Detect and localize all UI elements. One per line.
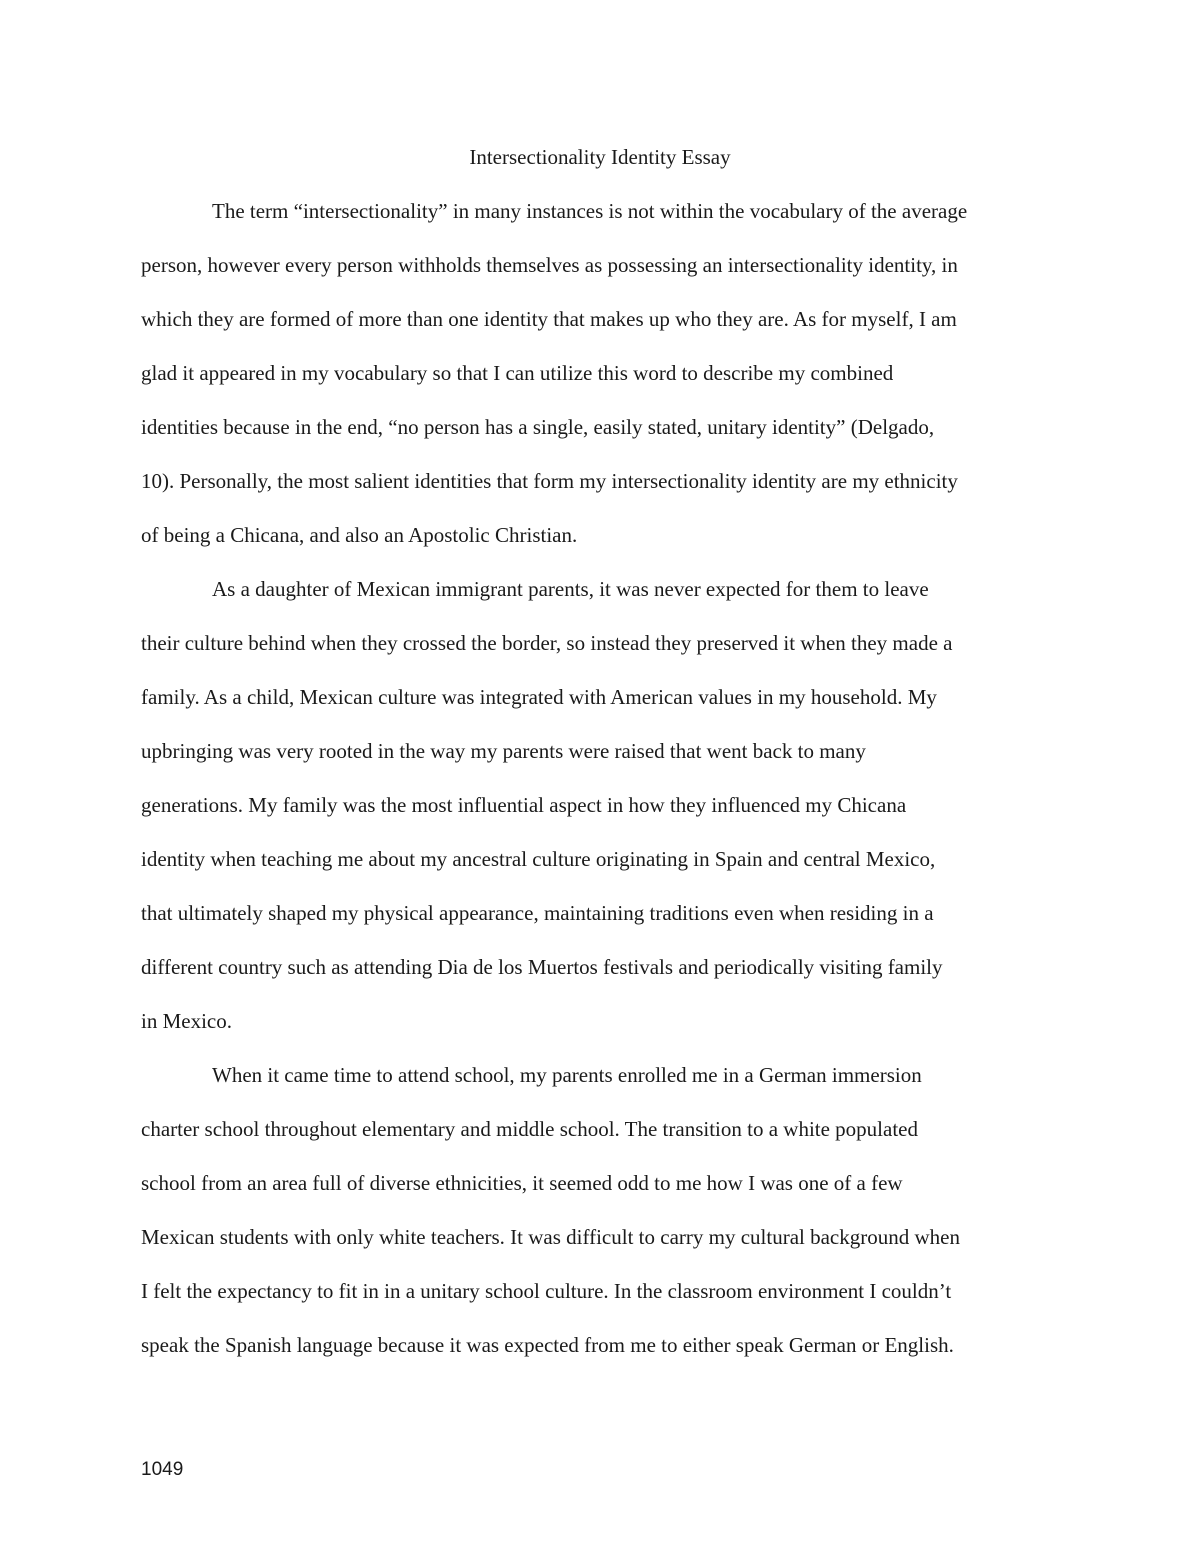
text-line: 10). Personally, the most salient identities that form my intersectionality identity are my ethnicity bbox=[141, 469, 958, 493]
text-line: different country such as attending Dia de los Muertos festivals and periodically visiting family bbox=[141, 955, 943, 979]
text-line: When it came time to attend school, my parents enrolled me in a German immersion bbox=[212, 1063, 922, 1087]
text-line: that ultimately shaped my physical appearance, maintaining traditions even when residing in a bbox=[141, 901, 934, 925]
text-line: identities because in the end, “no person has a single, easily stated, unitary identity” (Delgado, bbox=[141, 415, 935, 439]
text-line: generations. My family was the most influential aspect in how they influenced my Chicana bbox=[141, 793, 907, 817]
text-line: person, however every person withholds themselves as possessing an intersectionality identity, in bbox=[141, 253, 958, 277]
text-line: As a daughter of Mexican immigrant parents, it was never expected for them to leave bbox=[212, 577, 929, 601]
text-line: The term “intersectionality” in many instances is not within the vocabulary of the average bbox=[212, 199, 968, 223]
text-line: glad it appeared in my vocabulary so that I can utilize this word to describe my combined bbox=[141, 361, 894, 385]
text-line: charter school throughout elementary and middle school. The transition to a white populated bbox=[141, 1117, 918, 1141]
text-line: Mexican students with only white teachers. It was difficult to carry my cultural background when bbox=[141, 1225, 960, 1249]
text-line: in Mexico. bbox=[141, 1009, 232, 1033]
text-line: family. As a child, Mexican culture was integrated with American values in my household. My bbox=[141, 685, 937, 709]
text-line: of being a Chicana, and also an Apostolic Christian. bbox=[141, 523, 578, 547]
page-number: 1049 bbox=[141, 1459, 184, 1480]
text-line: identity when teaching me about my ancestral culture originating in Spain and central Mexico, bbox=[141, 847, 936, 871]
text-line: I felt the expectancy to fit in in a unitary school culture. In the classroom environment I couldn’t bbox=[141, 1279, 952, 1303]
text-line: which they are formed of more than one identity that makes up who they are. As for myself, I am bbox=[141, 307, 957, 331]
text-line: upbringing was very rooted in the way my parents were raised that went back to many bbox=[141, 739, 866, 763]
text-line: school from an area full of diverse ethnicities, it seemed odd to me how I was one of a few bbox=[141, 1171, 903, 1195]
document-title: Intersectionality Identity Essay bbox=[469, 145, 731, 169]
text-line: their culture behind when they crossed the border, so instead they preserved it when they made a bbox=[141, 631, 953, 655]
text-line: speak the Spanish language because it was expected from me to either speak German or English. bbox=[141, 1333, 954, 1357]
